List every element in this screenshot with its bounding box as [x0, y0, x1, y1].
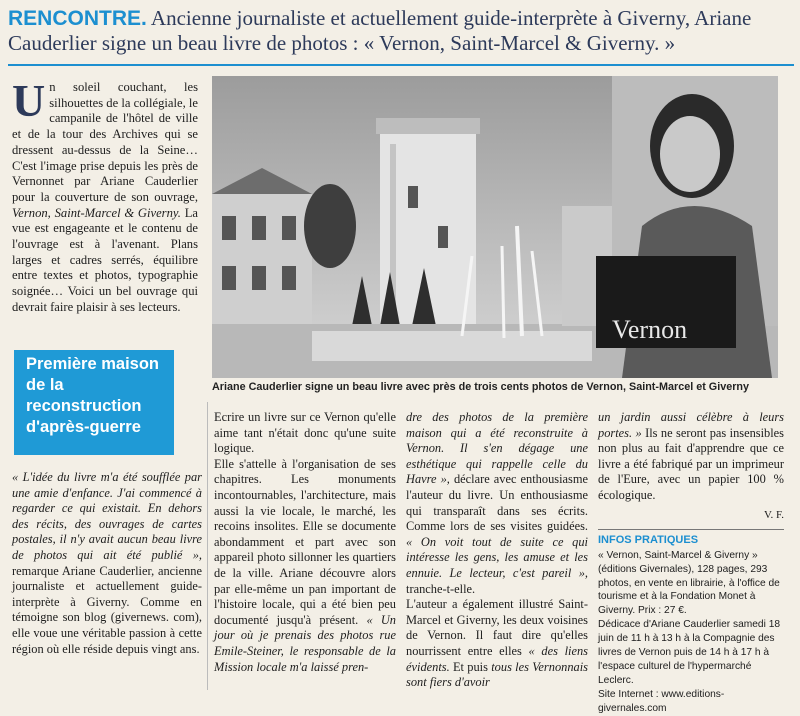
column-3 [406, 410, 588, 691]
book-title: Vernon, Saint-Marcel & Giverny. [12, 205, 181, 220]
lead-text-b: La vue est engageante et le contenu de l'ouvrage est à l'avenant. Plans larges et cadres serrés, équilibre entre textes et photos, typographie soignée… Voici un bel ouvrage qui devrait faire plaisir à ses lecteurs. [12, 205, 198, 314]
info-title: INFOS PRATIQUES [598, 529, 784, 549]
headline [8, 6, 798, 56]
col3-quote-a: dre des photos de la première maison qui a été reconstruite à Vernon. Il s'en dégage une esthétique qui rappelle celle du Havre », [406, 410, 588, 487]
col3-text-a: déclare avec enthousiasme l'auteur du livre. Un enthousiasme qui transparaît dans ses écrits. Comme lors de ses visites guidées. [406, 472, 588, 534]
col4-quote: un jardin aussi célèbre à leurs portes. » [598, 410, 784, 440]
column-2 [214, 410, 396, 675]
col2-text-a: Ecrire un livre sur ce Vernon qu'elle aime tant n'était donc qu'une suite logique. [214, 410, 396, 456]
col3-quote-d: tous les Vernonnais sont fiers d'avoir [406, 659, 588, 690]
col3-quote-b: « On voit tout de suite ce qui intéresse les gens, les amuse et les ennuie. Le lecteur, c'est pareil », [406, 534, 588, 580]
col4-text: Ils ne seront pas insensibles non plus au fait d'apprendre que ce livre a été fabriqué par un imprimeur de l'Eure, avec un papier 100 % écologique. [598, 425, 784, 502]
col3-text-b: tranche-t-elle. [406, 581, 476, 596]
photo-illustration [212, 76, 778, 378]
column-divider [207, 402, 208, 690]
section-box-title: Première maison de la reconstruction d'après-guerre [14, 350, 174, 455]
info-website: Site Internet : www.editions-givernales.com [598, 688, 725, 714]
info-signing: Dédicace d'Ariane Cauderlier samedi 18 juin de 11 h à 13 h à la Compagnie des livres de Vernon puis de 14 h à 17 h à l'espace culturel de l'hypermarché Leclerc. [598, 619, 781, 686]
lead-paragraph [12, 75, 198, 316]
column-4 [598, 410, 784, 716]
headline-text: Ancienne journaliste et actuellement guide-interprète à Giverny, Ariane Cauderlier signe un beau livre de photos : « Vernon, Saint-Marcel & Giverny. » [8, 6, 752, 55]
col3-text-c: L'auteur a également illustré Saint-Marcel et Giverny, les deux voisines de Vernon. Il faut dire qu'elles nourrissent entre elles [406, 597, 588, 658]
lead-text-a: n soleil couchant, les silhouettes de la collégiale, le campanile de l'hôtel de ville et de la tour des Archives qui se dressent au-dessus de la Seine… C'est l'image prise depuis les près de Vernonnet par Ariane Cauderlier pour la couverture de son ouvrage, [12, 80, 198, 204]
photo-caption: Ariane Cauderlier signe un beau livre avec près de trois cents photos de Vernon, Saint-Marcel et Giverny [212, 381, 750, 393]
col1-quote: « L'idée du livre m'a été soufflée par une amie d'enfance. J'ai commencé à regarder ce qui existait. En dehors des récits, des ouvrages de cartes postales, il n'y avait aucun beau livre de photos qui ait été publié », [12, 470, 202, 562]
col3-text-d: Et puis [449, 659, 492, 674]
col1-text: remarque Ariane Cauderlier, ancienne journaliste et actuellement guide-interprète à Giverny. Comme en témoigne son blog (givernews. com), elle voue une véritable passion à cette région où elle réside depuis vingt ans. [12, 563, 202, 656]
col2-quote: « Un jour où je prenais des photos rue Emile-Steiner, le responsable de la Mission locale m'a laissé pren- [214, 612, 396, 674]
headline-rule [8, 64, 794, 66]
col2-text-b: Elle s'attelle à l'organisation de ses chapitres. Les monuments incontournables, l'architecture, mais aussi la vie locale, le marché, les recoins insolites. Elle se documente abondamment et part avec son appareil photo sillonner les quartiers de la ville. Ariane découvre alors par elle-même un pan important de l'histoire locale, qui a été bien peu documenté jusqu'à présent. [214, 456, 396, 627]
author-signature: V. F. [763, 508, 784, 521]
info-book: « Vernon, Saint-Marcel & Giverny » (éditions Givernales), 128 pages, 293 photos, en vente en librairie, à l'office de tourisme et à la Fondation Monet à Giverny. Prix : 27 €. [598, 549, 780, 617]
headline-kicker: RENCONTRE. [8, 7, 147, 30]
col3-quote-c: « des liens évidents. [406, 643, 588, 674]
dropcap: U [12, 75, 46, 126]
article-photo [212, 76, 778, 378]
column-1 [12, 470, 202, 657]
book-cover-label: Vernon [612, 315, 688, 344]
